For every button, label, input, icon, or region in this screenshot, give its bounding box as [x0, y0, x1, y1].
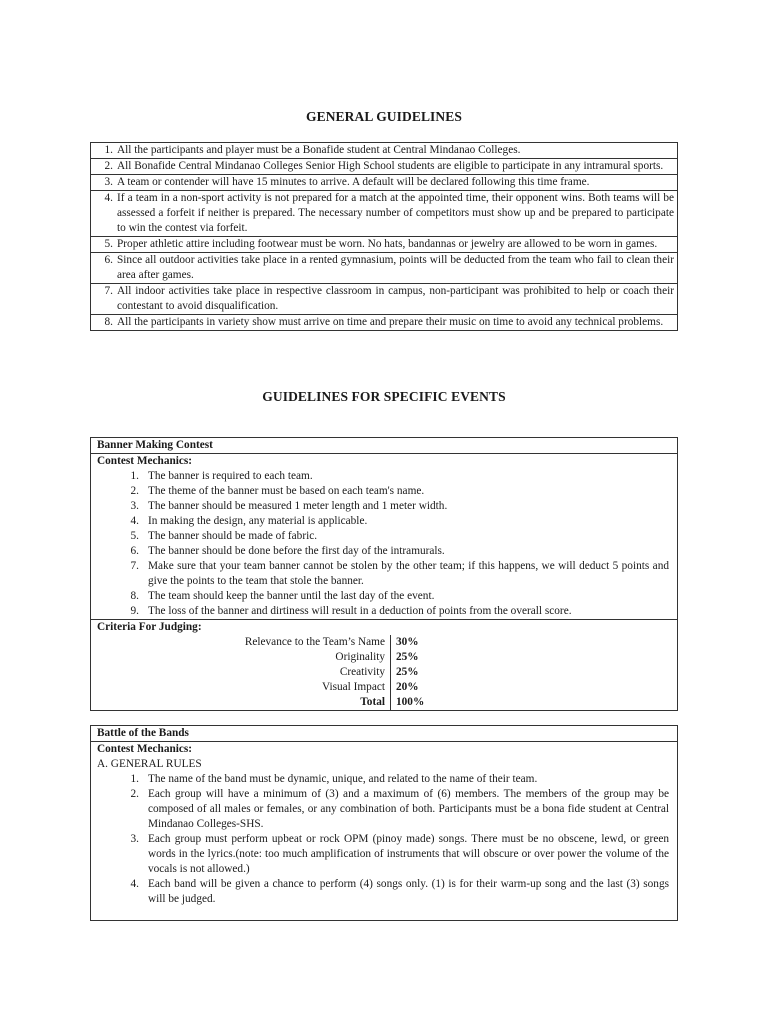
item-text: All the participants and player must be a Bonafide student at Central Mindanao Colleges. [117, 143, 678, 159]
bands-rules-list [91, 772, 677, 907]
bands-header: Battle of the Bands [91, 726, 677, 742]
general-rules-heading: A. GENERAL RULES [97, 758, 202, 770]
table-row [91, 253, 678, 284]
item-text: If a team in a non-sport activity is not prepared for a match at the appointed time, their opponent wins. Both teams will be assessed a forfeit if neither is prepared. The necessary number of competitors must show up and be prepared to participate to win the contest via forfeit. [117, 191, 678, 237]
general-guidelines-title: GENERAL GUIDELINES [306, 109, 462, 124]
criteria-total-value: 100% [396, 696, 425, 708]
item-text: The banner is required to each team. [148, 470, 313, 482]
item-number: 3. [130, 833, 139, 845]
item-number: 1. [130, 470, 139, 482]
table-row [91, 175, 678, 191]
banner-contest-header: Banner Making Contest [91, 438, 677, 454]
general-guidelines-table [90, 142, 678, 331]
item-text: In making the design, any material is applicable. [148, 515, 368, 527]
item-number: 8. [91, 315, 118, 331]
criterion-percent: 30% [396, 636, 419, 648]
criteria-label: Criteria For Judging: [97, 621, 202, 633]
criterion-name: Creativity [339, 666, 385, 678]
item-number: 8. [130, 590, 139, 602]
list-item [91, 514, 677, 529]
item-text: All indoor activities take place in respective classroom in campus, non-participant was prohibited to help or coach their contestant to avoid disqualification. [117, 284, 678, 315]
item-number: 2. [91, 159, 118, 175]
table-row [91, 159, 678, 175]
criteria-table [91, 635, 677, 710]
table-row [91, 143, 678, 159]
item-number: 2. [130, 788, 139, 800]
item-text: The theme of the banner must be based on each team's name. [148, 485, 425, 497]
specific-events-title: GUIDELINES FOR SPECIFIC EVENTS [262, 389, 506, 404]
item-number: 1. [130, 773, 139, 785]
item-text: The team should keep the banner until the last day of the event. [148, 590, 435, 602]
item-text: The loss of the banner and dirtiness will result in a deduction of points from the overall score. [148, 605, 572, 617]
item-number: 7. [130, 560, 139, 572]
item-text: Each band will be given a chance to perform (4) songs only. (1) is for their warm-up song and the last (3) songs will be judged. [148, 878, 669, 905]
criteria-section [91, 619, 677, 710]
item-number: 4. [91, 191, 118, 237]
list-item [91, 484, 677, 499]
criterion-percent: 20% [396, 681, 419, 693]
item-text: The banner should be measured 1 meter length and 1 meter width. [148, 500, 448, 512]
item-text: The banner should be done before the first day of the intramurals. [148, 545, 445, 557]
item-number: 5. [91, 237, 118, 253]
item-number: 6. [91, 253, 118, 284]
bands-mechanics-label: Contest Mechanics: [97, 743, 193, 755]
item-text: The banner should be made of fabric. [148, 530, 318, 542]
criterion-percent: 25% [396, 666, 419, 678]
list-item [91, 772, 677, 787]
banner-mechanics-list [91, 469, 677, 619]
item-text: Each group will have a minimum of (3) and a maximum of (6) members. The members of the group may be composed of all males or females, or any combination of both. Participants must be a bona fide student at Central Mindanao Colleges-SHS. [148, 788, 669, 830]
list-item [91, 559, 677, 589]
item-text: Make sure that your team banner cannot be stolen by the other team; if this happens, we will deduct 5 points and give the points to the team that stole the banner. [148, 560, 669, 587]
item-number: 3. [130, 500, 139, 512]
criterion-percent: 25% [396, 651, 419, 663]
item-number: 5. [130, 530, 139, 542]
table-row [91, 315, 678, 331]
item-text: All the participants in variety show must arrive on time and prepare their music on time to avoid any technical problems. [117, 315, 678, 331]
item-number: 7. [91, 284, 118, 315]
list-item [91, 589, 677, 604]
criterion-name: Relevance to the Team’s Name [244, 636, 385, 648]
item-number: 1. [91, 143, 118, 159]
table-row [91, 237, 678, 253]
list-item [91, 832, 677, 877]
list-item [91, 469, 677, 484]
table-row [91, 191, 678, 237]
item-number: 4. [130, 878, 139, 890]
item-number: 2. [130, 485, 139, 497]
criterion-name: Visual Impact [321, 681, 385, 693]
item-text: All Bonafide Central Mindanao Colleges Senior High School students are eligible to participate in any intramural sports. [117, 159, 678, 175]
criteria-names [91, 635, 391, 710]
item-number: 9. [130, 605, 139, 617]
list-item [91, 499, 677, 514]
list-item [91, 544, 677, 559]
item-number: 6. [130, 545, 139, 557]
item-text: Since all outdoor activities take place in a rented gymnasium, points will be deducted from the team who fail to clean their area after games. [117, 253, 678, 284]
list-item [91, 604, 677, 619]
battle-of-bands-box [90, 725, 678, 921]
item-text: Each group must perform upbeat or rock OPM (pinoy made) songs. There must be no obscene, lewd, or green words in the lyrics.(note: too much amplification of instruments that will obscure or over power the volume of the vocals is not allowed.) [148, 833, 669, 875]
banner-contest-box [90, 437, 678, 711]
banner-mechanics-label: Contest Mechanics: [97, 455, 193, 467]
table-row [91, 284, 678, 315]
list-item [91, 877, 677, 907]
item-text: The name of the band must be dynamic, unique, and related to the name of their team. [148, 773, 538, 785]
criteria-total-label: Total [360, 696, 385, 708]
list-item [91, 787, 677, 832]
criterion-name: Originality [335, 651, 385, 663]
item-text: Proper athletic attire including footwear must be worn. No hats, bandannas or jewelry are allowed to be worn in games. [117, 237, 678, 253]
list-item [91, 529, 677, 544]
criteria-percentages [391, 635, 424, 710]
item-number: 3. [91, 175, 118, 191]
item-number: 4. [130, 515, 139, 527]
item-text: A team or contender will have 15 minutes to arrive. A default will be declared following this time frame. [117, 175, 678, 191]
